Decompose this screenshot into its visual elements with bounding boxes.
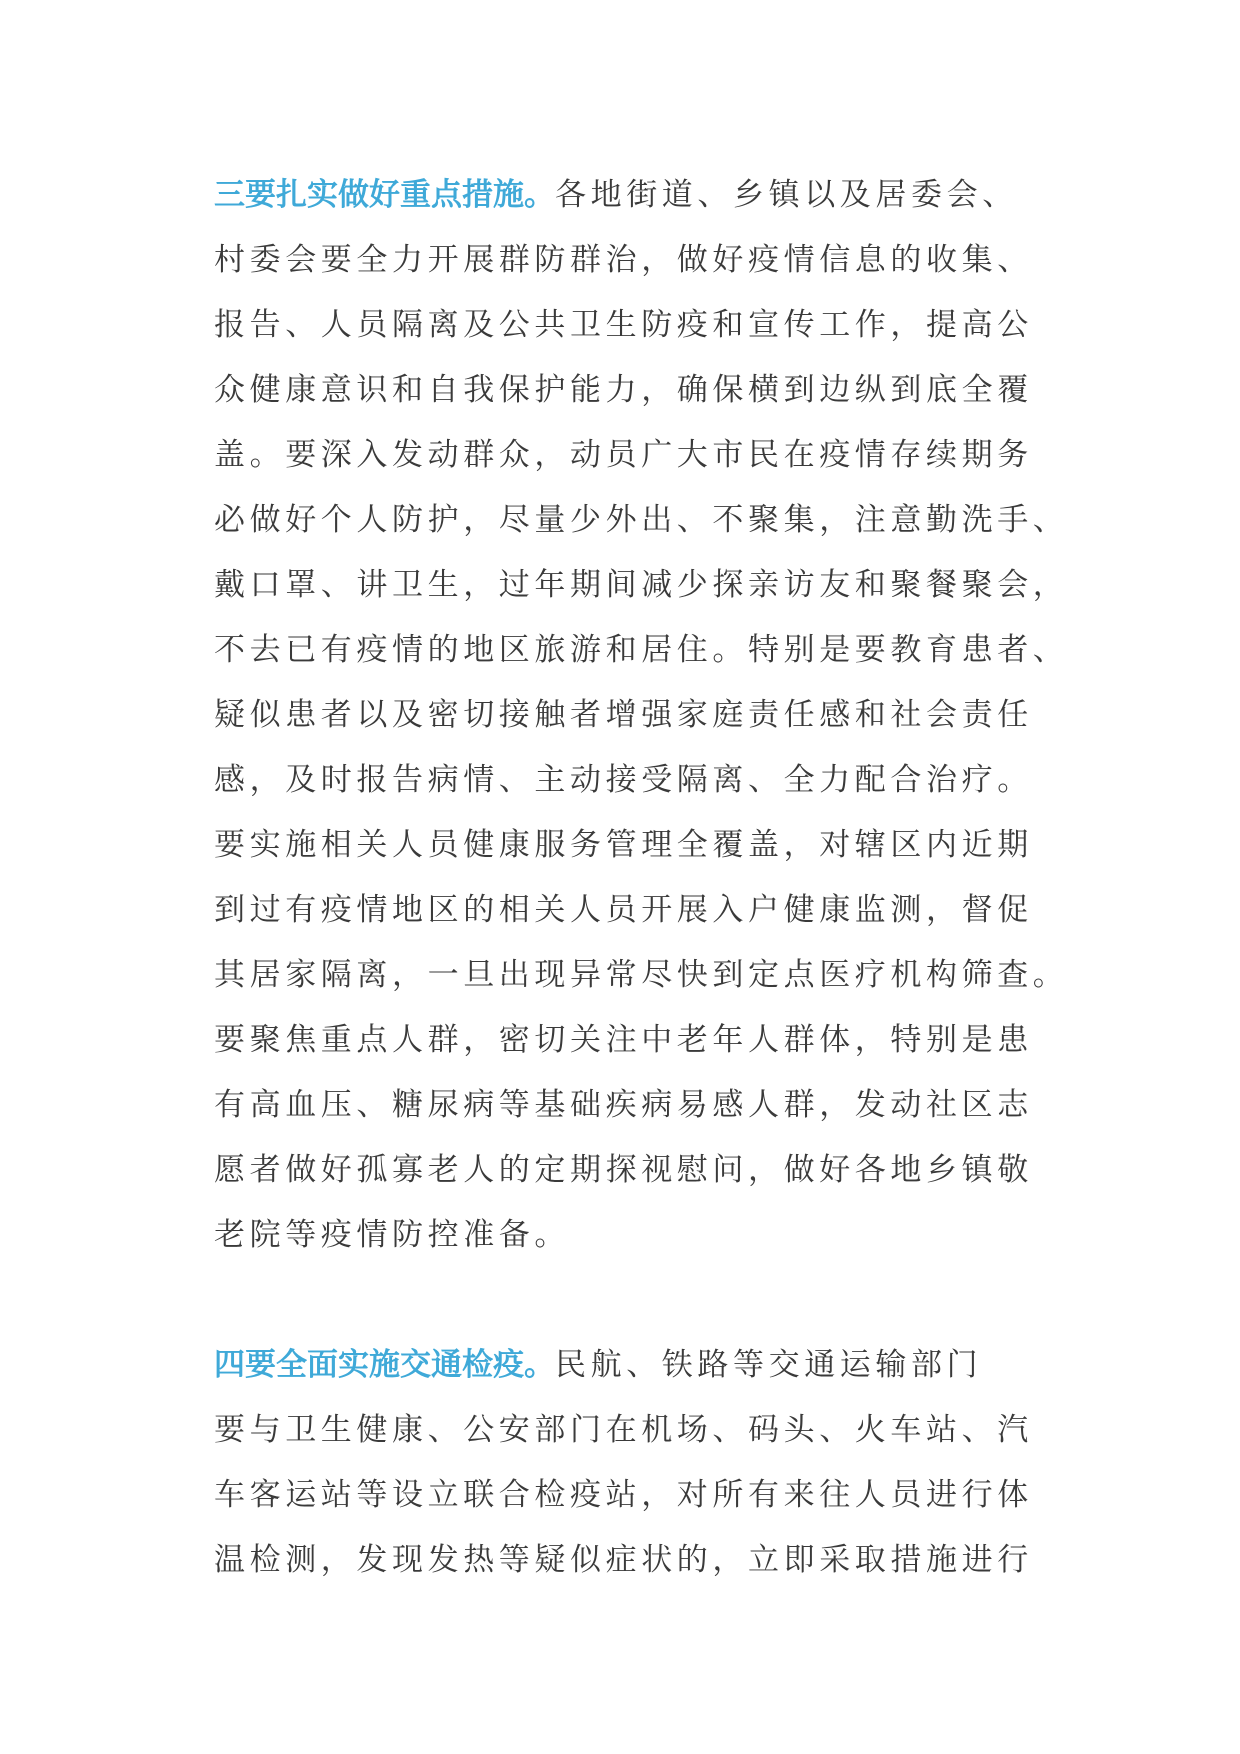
paragraph-traffic-quarantine [214,1333,1114,1593]
text-line: 有高血压、糖尿病等基础疾病易感人群，发动社区志 [214,1087,1033,1123]
paragraph-key-measures [214,163,1114,1268]
text-line: 戴口罩、讲卫生，过年期间减少探亲访友和聚餐聚会， [214,567,1069,603]
text-line: 盖。要深入发动群众，动员广大市民在疫情存续期务 [214,437,1033,473]
text-line [214,163,1114,228]
text-line: 必做好个人防护，尽量少外出、不聚集，注意勤洗手、 [214,502,1069,538]
text-line: 车客运站等设立联合检疫站，对所有来往人员进行体 [214,1477,1033,1513]
text-line: 众健康意识和自我保护能力，确保横到边纵到底全覆 [214,372,1033,408]
text-line: 老院等疫情防控准备。 [214,1217,570,1253]
text-line: 温检测，发现发热等疑似症状的，立即采取措施进行 [214,1542,1033,1578]
text-line [214,1333,1114,1398]
text-line: 要聚焦重点人群，密切关注中老年人群体，特别是患 [214,1022,1033,1058]
text-line: 感，及时报告病情、主动接受隔离、全力配合治疗。 [214,762,1033,798]
text-line: 愿者做好孤寡老人的定期探视慰问，做好各地乡镇敬 [214,1152,1033,1188]
text-run: 各地街道、乡镇以及居委会、 [555,177,1018,213]
text-line: 报告、人员隔离及公共卫生防疫和宣传工作，提高公 [214,307,1033,343]
text-line: 疑似患者以及密切接触者增强家庭责任感和社会责任 [214,697,1033,733]
text-line: 到过有疫情地区的相关人员开展入户健康监测，督促 [214,892,1033,928]
document-body [214,163,1114,1658]
text-line: 要实施相关人员健康服务管理全覆盖，对辖区内近期 [214,827,1033,863]
text-line: 村委会要全力开展群防群治，做好疫情信息的收集、 [214,242,1033,278]
paragraph-heading: 四要全面实施交通检疫。 [214,1347,555,1383]
text-run: 民航、铁路等交通运输部门 [555,1347,983,1383]
text-line: 不去已有疫情的地区旅游和居住。特别是要教育患者、 [214,632,1069,668]
text-line: 其居家隔离，一旦出现异常尽快到定点医疗机构筛查。 [214,957,1069,993]
text-line: 要与卫生健康、公安部门在机场、码头、火车站、汽 [214,1412,1033,1448]
paragraph-heading: 三要扎实做好重点措施。 [214,177,555,213]
